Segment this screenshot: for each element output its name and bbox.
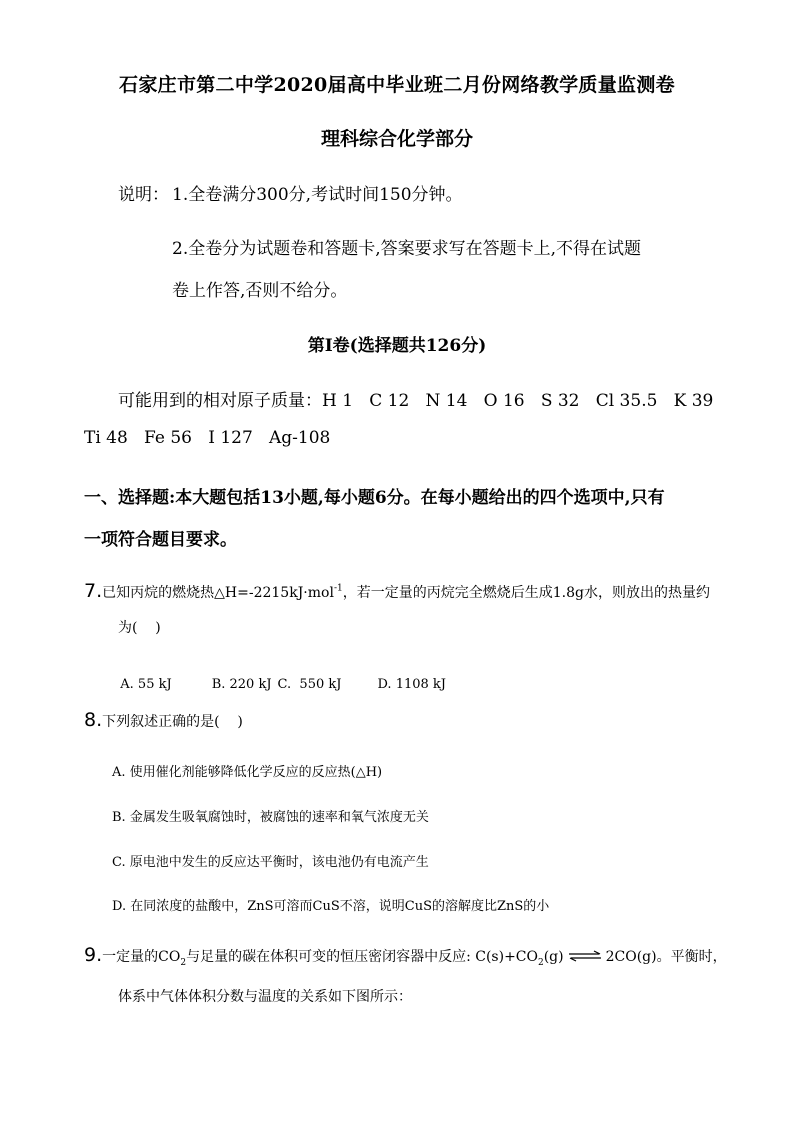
question-7-line-2: 为( ) <box>118 620 161 636</box>
page-title: 石家庄市第二中学2020届高中毕业班二月份网络教学质量监测卷 <box>119 74 675 96</box>
question-8-option-d: D. 在同浓度的盐酸中，ZnS可溶而CuS不溶，说明CuS的溶解度比ZnS的小 <box>112 899 550 914</box>
notes-line-2b: 卷上作答,否则不给分。 <box>172 281 348 301</box>
atomic-mass-values-1: H 1 C 12 N 14 O 16 S 32 Cl 35.5 K 39 <box>322 391 714 411</box>
question-9-line-2: 体系中气体体积分数与温度的关系如下图所示： <box>118 989 412 1005</box>
question-8-option-b: B. 金属发生吸氧腐蚀时，被腐蚀的速率和氧气浓度无关 <box>112 810 429 825</box>
page-subtitle: 理科综合化学部分 <box>320 128 473 150</box>
question-7-option-a: A. 55 kJ <box>120 677 172 692</box>
atomic-mass-line-1 <box>118 386 713 411</box>
question-7-line-1: 7.已知丙烷的燃烧热△H=-2215kJ·mol$^{-1}$，若一定量的丙烷完全燃烧后生成1.8g水，则放出的热量约 <box>84 580 710 602</box>
notes-line-1: 1.全卷满分300分,考试时间150分钟。 <box>172 185 463 205</box>
notes-line-2a: 2.全卷分为试题卷和答题卡,答案要求写在答题卡上,不得在试题 <box>172 239 642 259</box>
atomic-mass-label: 可能用到的相对原子质量： <box>118 391 322 411</box>
question-8-line: 8.下列叙述正确的是( ) <box>84 709 243 731</box>
question-7-option-d: D. 1108 kJ <box>377 677 446 692</box>
part-1-heading: 第Ⅰ卷(选择题共126分) <box>307 336 487 356</box>
question-9-line-1: 9.一定量的$CO_2$与足量的碳在体积可变的恒压密闭容器中反应: $C(s)+CO_2(g)$ 2CO(g)。平衡时， <box>84 944 727 969</box>
question-7-option-b: B. 220 kJ <box>211 677 272 692</box>
question-7-options <box>112 662 446 692</box>
section-1-line-2: 一项符合题目要求。 <box>84 530 237 550</box>
question-9-number: 9. <box>84 944 103 966</box>
question-8-option-c: C. 原电池中发生的反应达平衡时，该电池仍有电流产生 <box>112 855 429 870</box>
question-8-number: 8. <box>84 709 103 731</box>
question-7-option-c: C. 550 kJ <box>277 677 342 692</box>
atomic-mass-line-2: Ti 48 Fe 56 I 127 Ag-108 <box>84 428 331 448</box>
section-1-line-1: 一、选择题:本大题包括13小题,每小题6分。在每小题给出的四个选项中,只有 <box>84 488 665 508</box>
notes-label: 说明： <box>118 185 169 205</box>
equilibrium-arrow-icon <box>568 947 602 966</box>
question-8-option-a: A. 使用催化剂能够降低化学反应的反应热(△H) <box>112 765 383 780</box>
question-7-number: 7. <box>84 580 103 602</box>
